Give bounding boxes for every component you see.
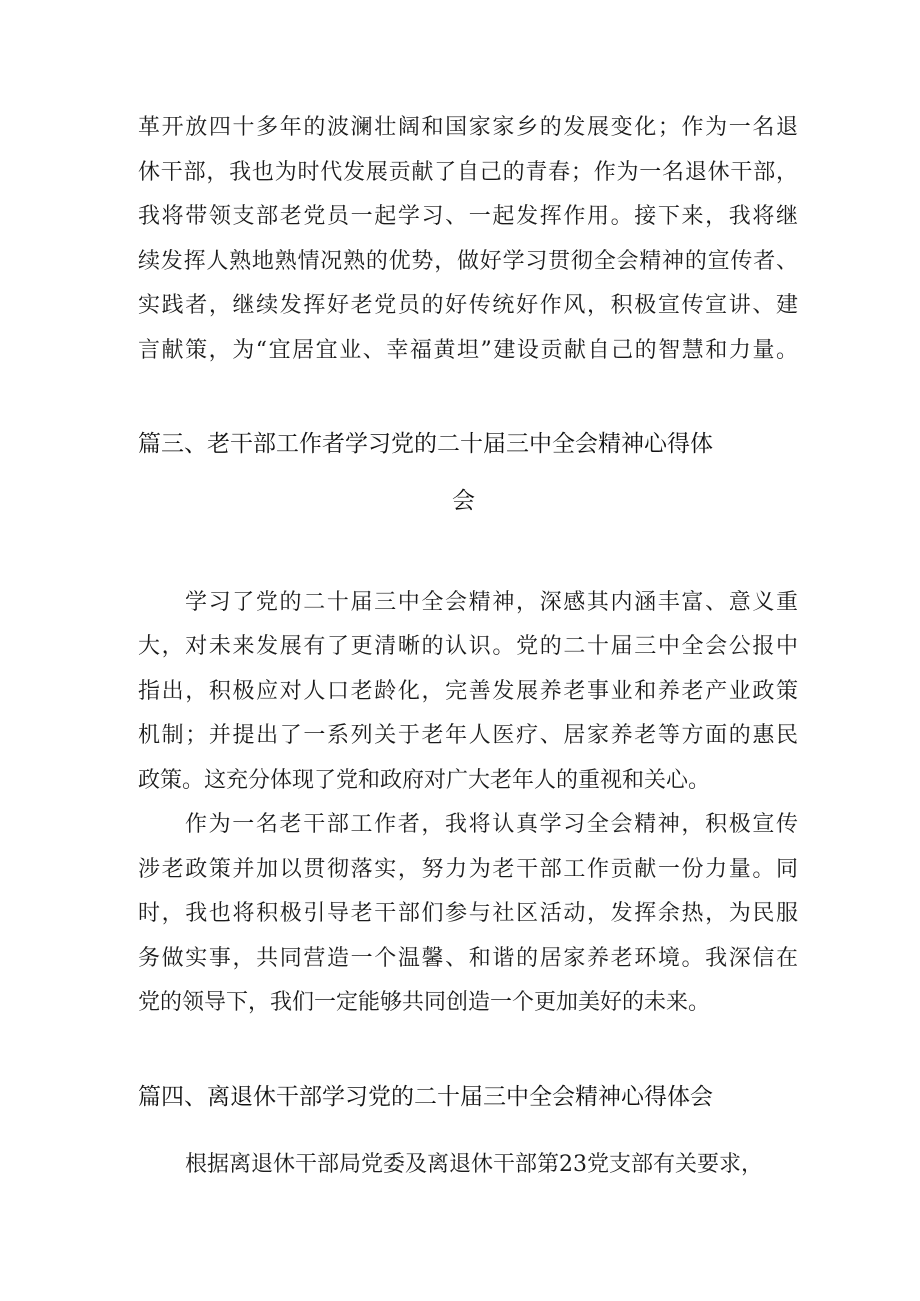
paragraph-first-line: 学习了党的二十届三中全会精神，深感其内涵丰富、意义重 [185,590,798,615]
body-text-line: 休干部，我也为时代发展贡献了自己的青春；作为一名退休干部， [138,160,798,185]
section-heading-continuation: 会 [452,488,475,514]
body-text-line: 革开放四十多年的波澜壮阔和国家家乡的发展变化；作为一名退 [138,115,798,140]
body-text-line: 政策。这充分体现了党和政府对广大老年人的重视和关心。 [138,768,711,793]
body-text-line: 实践者，继续发挥好老党员的好传统好作风，积极宣传宣讲、建 [138,293,798,318]
body-text-line: 时，我也将积极引导老干部们参与社区活动，发挥余热，为民服 [138,901,798,926]
body-text-line: 务做实事，共同营造一个温馨、和谐的居家养老环境。我深信在 [138,946,798,971]
section-heading: 篇三、老干部工作者学习党的二十届三中全会精神心得体 [138,431,713,457]
paragraph-first-line: 作为一名老干部工作者，我将认真学习全会精神，积极宣传 [185,812,798,837]
body-text-line: 我将带领支部老党员一起学习、一起发挥作用。接下来，我将继 [138,204,798,229]
body-text-line: 大，对未来发展有了更清晰的认识。党的二十届三中全会公报中 [138,634,798,659]
body-text-line: 言献策，为“宜居宜业、幸福黄坦”建设贡献自己的智慧和力量。 [138,338,798,363]
body-text-line: 续发挥人熟地熟情况熟的优势，做好学习贯彻全会精神的宣传者、 [138,249,798,274]
body-text-line: 涉老政策并加以贯彻落实，努力为老干部工作贡献一份力量。同 [138,857,798,882]
paragraph-first-line: 根据离退休干部局党委及离退休干部第23党支部有关要求， [185,1152,763,1177]
body-text-line: 机制；并提出了一系列关于老年人医疗、居家养老等方面的惠民 [138,723,798,748]
body-text-line: 指出，积极应对人口老龄化，完善发展养老事业和养老产业政策 [138,679,798,704]
section-heading: 篇四、离退休干部学习党的二十届三中全会精神心得体会 [138,1084,713,1110]
body-text-line: 党的领导下，我们一定能够共同创造一个更加美好的未来。 [138,990,711,1015]
